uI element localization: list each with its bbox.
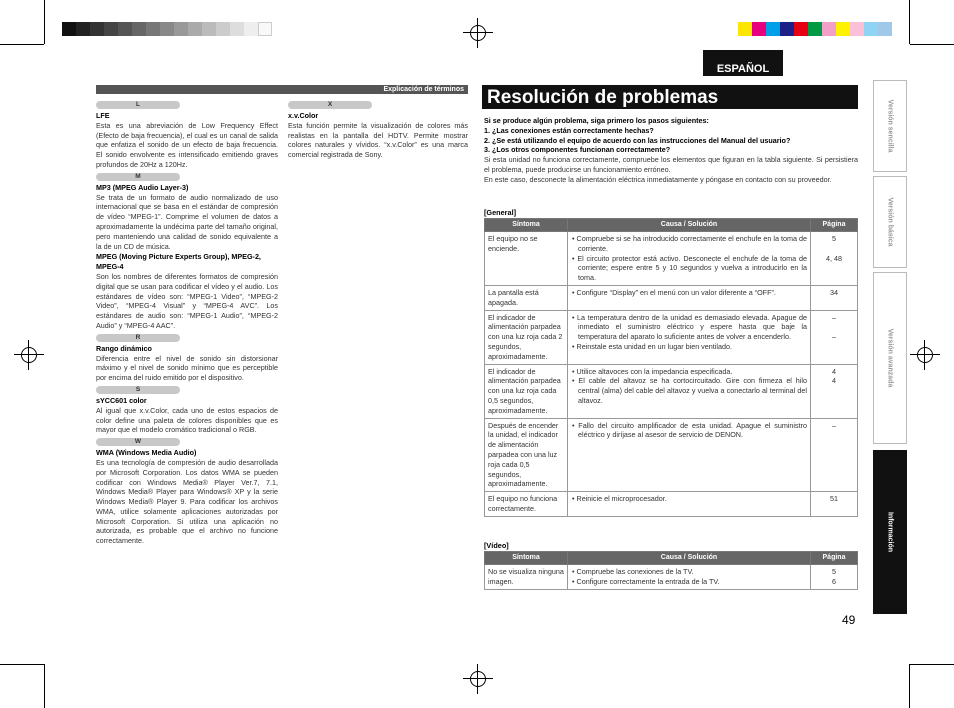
glossary-term: WMA (Windows Media Audio)	[96, 448, 197, 458]
glossary-term: x.v.Color	[288, 111, 319, 120]
cause-item: • Configure “Display” en el menú con un valor diferente a “OFF”.	[572, 287, 776, 297]
header-cause: Causa / Solución	[568, 552, 811, 565]
glossary-letter: X	[288, 101, 372, 109]
general-table	[484, 218, 858, 517]
sidebar-tab-advanced[interactable]: Versión avanzada	[873, 272, 907, 444]
intro-text: Si se produce algún problema, siga primero los pasos siguientes: 1. ¿Las conexiones están correctamente hechas? 2. ¿Se está utilizando el equipo de acuerdo con las instrucciones del Manual del usuario? 3. ¿Los otros componentes funcionan correctamente? Si esta unidad no funciona correctamente, compruebe los elementos que figuran en la tabla siguiente. Si persistiera el problema, puede producirse un funcionamiento erróneo. En este caso, desconecte la alimentación eléctrica inmediatamente y póngase en contacto con su proveedor.	[484, 116, 858, 184]
glossary-definition: Diferencia entre el nivel de sonido sin distorsionar máximo y el nivel de sonido mínimo que es perceptible por encima del ruido emitido por el dispositivo.	[96, 353, 278, 383]
page-ref: –	[832, 332, 836, 342]
crop-mark	[44, 664, 45, 708]
page-number: 49	[842, 613, 856, 627]
glossary-right-column	[288, 98, 468, 161]
glossary-definition: Se trata de un formato de audio normalizado de uso internacional que se basa en el estándar de compresión de vídeo “MPEG-1”. Comprime el volumen de datos a aproximadamente la undécima parte del tamaño original, pero manteniendo una calidad de sonido equivalente a la de un CD de música.	[96, 192, 278, 251]
crop-mark	[910, 664, 954, 665]
crop-mark	[909, 0, 910, 44]
page-ref: 4	[832, 366, 836, 376]
symptom-cell: El indicador de alimentación parpadea con una luz roja cada 2 segundos, aproximadamente.	[485, 310, 568, 364]
header-page: Página	[811, 552, 858, 565]
crop-mark	[910, 44, 954, 45]
cause-item: • Utilice altavoces con la impedancia especificada.	[572, 366, 733, 376]
cause-item: • El circuito protector está activo. Desconecte el enchufe de la toma de corriente; espere entre 5 y 10 segundos y vuelva a introducirlo en la toma.	[572, 253, 807, 283]
page-ref: 6	[832, 576, 836, 586]
page-cell	[811, 364, 858, 418]
cause-item: • El cable del altavoz se ha cortocircuitado. Gire con firmeza el hilo central (alma) del cable del altavoz y vuelva a conectarlo al terminal del altavoz.	[572, 376, 807, 405]
cause-cell	[568, 232, 811, 286]
symptom-cell: No se visualiza ninguna imagen.	[485, 565, 568, 590]
crop-mark	[0, 664, 44, 665]
registration-mark	[463, 664, 493, 694]
page-ref: 5	[832, 234, 836, 243]
page-cell	[811, 565, 858, 590]
page-cell	[811, 310, 858, 364]
glossary-definition: Son los nombres de diferentes formatos de compresión digital que se usan para codificar el vídeo y el audio. Los estándares de vídeo son: “MPEG-1 Video”, “MPEG-2 Video”, “MPEG-4 Visual” y “MPEG-4 AVC”. Los estándares de audio son: “MPEG-1 Audio”, “MPEG-2 Audio” y “MPEG-4 AAC”.	[96, 271, 278, 330]
glossary-term: MP3 (MPEG Audio Layer-3)	[96, 182, 189, 192]
table-row	[485, 232, 858, 286]
glossary-definition: Es una tecnología de compresión de audio desarrollada por Microsoft Corporation. Los datos WMA se pueden codificar con Windows Media® Player Ver.7, 7.1, Windows Media® Player para Windows® XP y la serie Windows Media® Player 9. Para codificar los archivos WMA, utilice solamente aplicaciones autorizadas por Microsoft Corporation. Si utiliza una aplicación no autorizada, es probable que el archivo no funcione correctamente.	[96, 457, 278, 546]
symptom-cell: La pantalla está apagada.	[485, 285, 568, 310]
glossary-letter: L	[96, 101, 180, 109]
glossary-term: Rango dinámico	[96, 343, 152, 353]
glossary-letter: S	[96, 386, 180, 394]
page-ref: –	[832, 312, 836, 322]
page-ref: 51	[830, 494, 838, 504]
page-ref: 34	[830, 287, 838, 297]
glossary-term: MPEG (Moving Picture Experts Group), MPEG-2, MPEG-4	[96, 252, 261, 272]
glossary-term: LFE	[96, 111, 110, 120]
table-row	[485, 418, 858, 492]
color-bar	[738, 22, 892, 36]
sidebar-tab-information[interactable]: Información	[873, 450, 907, 614]
glossary-definition: Esta es una abreviación de Low Frequency Effect (Efecto de baja frecuencia), el cual es un canal de salida que enfatiza el sonido de un efecto de baja frecuencia. El sonido envolvente es intensificado emitiendo graves profundos de 20Hz a 120Hz.	[96, 120, 278, 169]
crop-mark	[0, 44, 44, 45]
header-symptom: Síntoma	[485, 219, 568, 232]
cause-item: • Reinicie el microprocesador.	[572, 494, 667, 504]
sidebar-tab-simple[interactable]: Versión sencilla	[873, 80, 907, 172]
glossary-letter: M	[96, 173, 180, 181]
cause-item: • La temperatura dentro de la unidad es demasiado elevada. Apague de inmediato el suministro eléctrico y espere hasta que baje la temperatura del aparato lo suficiente antes de volver a encenderlo.	[572, 312, 807, 342]
grayscale-bar	[62, 22, 272, 36]
glossary-definition: Esta función permite la visualización de colores más realistas en la pantalla del HDTV. Permite mostrar colores naturales y vívidos. “x.v.Color” es una marca comercial registrada de Sony.	[288, 120, 468, 160]
cause-cell	[568, 310, 811, 364]
crop-mark	[909, 664, 910, 708]
page-cell	[811, 232, 858, 286]
video-section-label: [Vídeo]	[484, 541, 509, 550]
page-title: Resolución de problemas	[482, 85, 858, 109]
symptom-cell: El equipo no funciona correctamente.	[485, 492, 568, 517]
page-cell	[811, 492, 858, 517]
page-ref: 4, 48	[826, 253, 842, 263]
page-cell	[811, 418, 858, 492]
language-tab: ESPAÑOL	[703, 50, 783, 76]
glossary-left-column	[96, 98, 278, 547]
table-row	[485, 492, 858, 517]
symptom-cell: El equipo no se enciende.	[485, 232, 568, 286]
cause-cell	[568, 285, 811, 310]
glossary-letter: W	[96, 438, 180, 446]
symptom-cell: Después de encender la unidad, el indicador de alimentación parpadea con una luz roja cada 0,5 segundos, aproximadamente.	[485, 418, 568, 492]
header-cause: Causa / Solución	[568, 219, 811, 232]
cause-item: • Reinstale esta unidad en un lugar bien ventilado.	[572, 341, 732, 351]
page-ref: 5	[832, 567, 836, 576]
video-table	[484, 551, 858, 590]
table-row	[485, 565, 858, 590]
cause-cell	[568, 492, 811, 517]
header-symptom: Síntoma	[485, 552, 568, 565]
glossary-header: Explicación de términos	[96, 85, 468, 94]
cause-item: • Fallo del circuito amplificador de esta unidad. Apague el suministro eléctrico y diríjase al asesor de servicio de DENON.	[572, 420, 807, 440]
page-cell	[811, 285, 858, 310]
page-ref: –	[832, 420, 836, 430]
glossary-definition: Al igual que x.v.Color, cada uno de estos espacios de color define una paleta de colores disponibles que es mayor que el modelo cromático tradicional o RGB.	[96, 405, 278, 435]
sidebar-tab-basic[interactable]: Versión básica	[873, 176, 907, 268]
table-row	[485, 285, 858, 310]
header-page: Página	[811, 219, 858, 232]
registration-mark	[14, 340, 44, 370]
cause-item: • Configure correctamente la entrada de la TV.	[572, 576, 720, 586]
registration-mark	[463, 18, 493, 48]
general-section-label: [General]	[484, 208, 517, 217]
cause-cell	[568, 565, 811, 590]
page-ref: 4	[832, 376, 836, 386]
table-row	[485, 310, 858, 364]
cause-item: • Compruebe las conexiones de la TV.	[572, 567, 694, 576]
glossary-term: sYCC601 color	[96, 395, 147, 405]
symptom-cell: El indicador de alimentación parpadea con una luz roja cada 0,5 segundos, aproximadamente.	[485, 364, 568, 418]
cause-item: • Compruebe si se ha introducido correctamente el enchufe en la toma de corriente.	[572, 234, 807, 253]
table-row	[485, 364, 858, 418]
cause-cell	[568, 364, 811, 418]
registration-mark	[910, 340, 940, 370]
cause-cell	[568, 418, 811, 492]
crop-mark	[44, 0, 45, 44]
glossary-letter: R	[96, 334, 180, 342]
